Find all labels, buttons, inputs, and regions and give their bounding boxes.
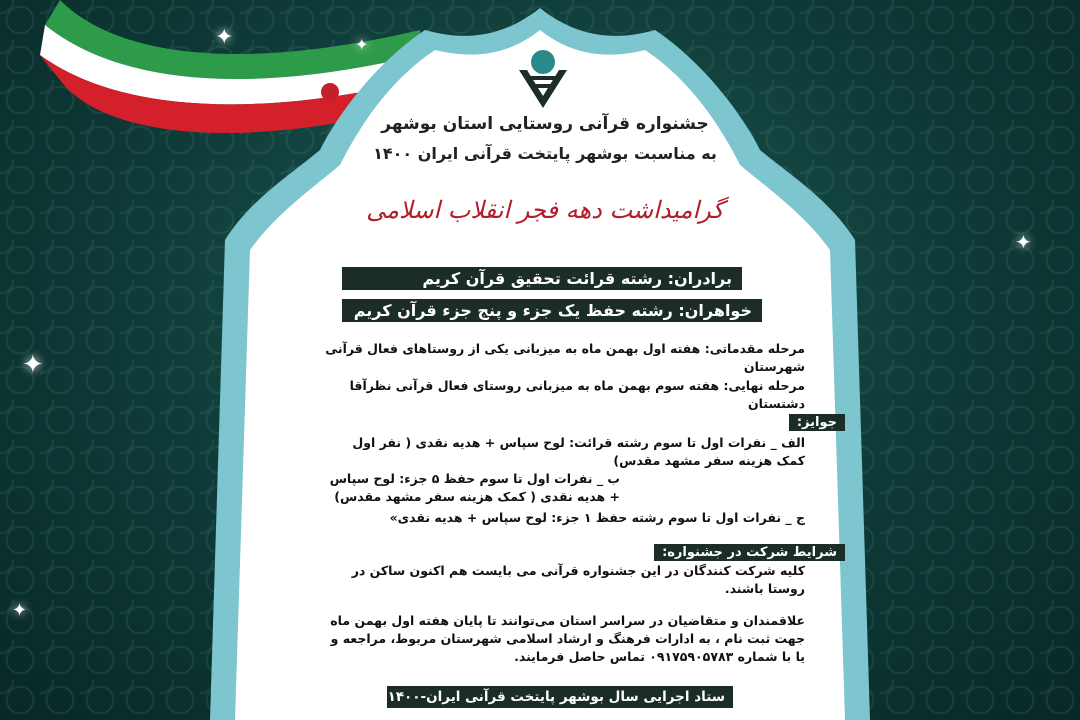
conditions-label: شرایط شرکت در جشنواره: — [654, 544, 845, 561]
festival-title: جشنواره قرآنی روستایی استان بوشهر — [381, 114, 709, 134]
sisters-heading: خواهران: رشته حفظ یک جزء و پنج جزء قرآن کریم — [342, 299, 762, 322]
festival-subtitle: به مناسبت بوشهر پایتخت قرآنی ایران ۱۴۰۰ — [373, 144, 717, 163]
footer-banner: ستاد اجرایی سال بوشهر پایتخت قرآنی ایران-۱۴۰۰ — [387, 686, 733, 708]
logo-icon — [511, 48, 575, 110]
sparkle-icon: ✦ — [12, 600, 28, 621]
prize-item: ب _ نفرات اول تا سوم حفظ ۵ جزء: لوح سپاس + هدیه نقدی ( کمک هزینه سفر مشهد مقدس) — [329, 471, 620, 504]
brothers-heading: برادران: رشته قرائت تحقیق قرآن کریم — [342, 267, 742, 290]
sparkle-icon: ✦ — [1015, 230, 1032, 254]
sparkle-icon: ✦ — [215, 25, 234, 50]
calligraphy-emblem — [345, 168, 745, 248]
conditions-text: کلیه شرکت کنندگان در این جشنواره قرآنی می بایست هم اکنون ساکن در روستا باشند. — [351, 563, 805, 596]
stage-final: مرحله نهایی: هفته سوم بهمن ماه به میزبانی روستای فعال قرآنی نظرآقا دشتستان — [349, 378, 805, 411]
prize-item: ج _ نفرات اول تا سوم رشته حفظ ۱ جزء: لوح سپاس + هدیه نقدی» — [389, 510, 805, 525]
prizes-label: جوایز: — [789, 414, 845, 431]
poster-content — [285, 40, 837, 720]
sparkle-icon: ✦ — [22, 350, 44, 380]
registration-text: علاقمندان و متقاضیان در سراسر استان می‌توانند تا پایان هفته اول بهمن ماه جهت ثبت نام ، به ادارات فرهنگ و ارشاد اسلامی شهرستان مربوط، مراجعه و یا با شماره ۰۹۱۷۵۹۰۵۷۸۳ تماس حاصل فرمایند. — [330, 613, 805, 664]
prize-item: الف _ نفرات اول تا سوم رشته قرائت: لوح سپاس + هدیه نقدی ( نفر اول کمک هزینه سفر مشهد مقدس) — [352, 435, 805, 468]
stage-preliminary: مرحله مقدماتی: هفته اول بهمن ماه به میزبانی یکی از روستاهای فعال قرآنی شهرستان — [325, 341, 805, 374]
sparkle-icon: ✦ — [355, 35, 369, 54]
calligraphy-text: گرامیداشت دهه فجر انقلاب اسلامی — [366, 196, 724, 224]
